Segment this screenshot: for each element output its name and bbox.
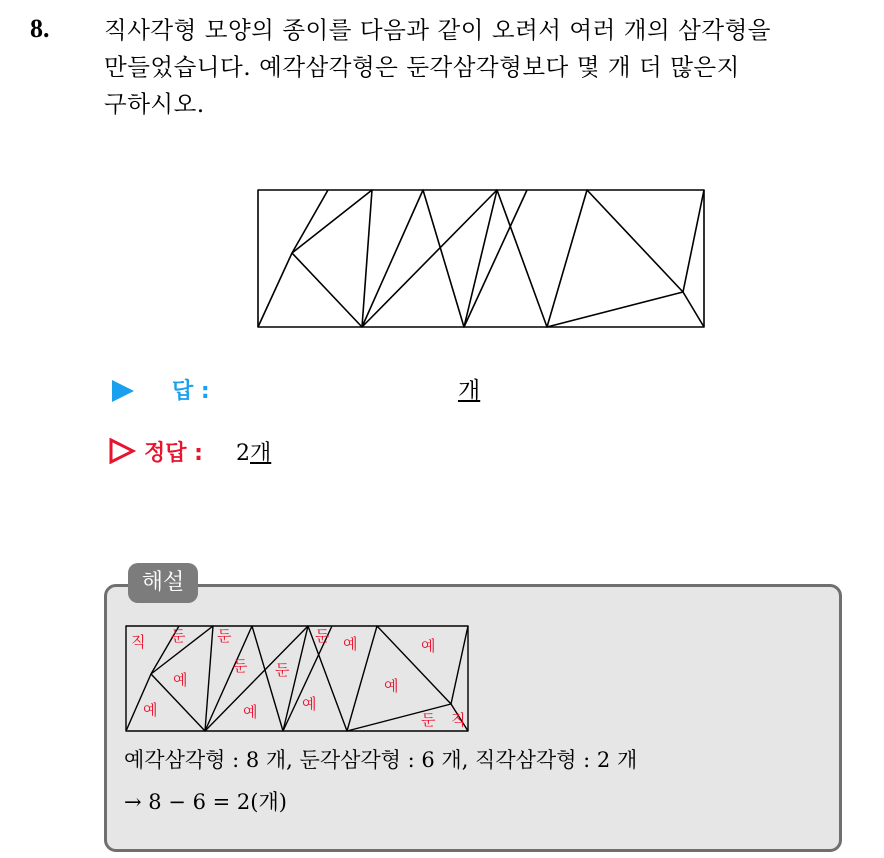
triangle-label: 둔	[315, 627, 330, 645]
triangle-label: 직	[451, 711, 466, 729]
triangle-label: 둔	[171, 627, 186, 645]
triangle-label: 예	[143, 701, 158, 719]
triangle-label: 예	[384, 677, 399, 695]
outline-triangle-icon	[108, 438, 136, 464]
triangle-label: 둔	[421, 711, 436, 729]
triangle-label: 둔	[275, 661, 290, 679]
play-triangle-icon	[112, 380, 134, 402]
explanation-figure	[125, 625, 471, 733]
question-number: 8.	[30, 14, 50, 43]
question-text	[104, 12, 874, 123]
triangle-label: 예	[173, 671, 188, 689]
correct-answer-unit: 개	[250, 441, 272, 466]
triangle-label: 예	[343, 635, 358, 653]
triangle-label: 예	[421, 637, 436, 655]
triangle-label: 직	[131, 633, 146, 651]
answer-unit: 개	[458, 378, 481, 404]
correct-answer-value	[236, 436, 271, 467]
triangle-cut-figure	[257, 188, 707, 330]
triangle-label: 둔	[233, 657, 248, 675]
triangle-label: 예	[243, 703, 258, 721]
triangle-label: 둔	[217, 627, 232, 645]
answer-row	[108, 372, 508, 412]
triangle-label: 예	[302, 695, 317, 713]
correct-answer-number: 2	[236, 441, 250, 466]
answer-label: 답 :	[172, 379, 210, 404]
question-line-3: 구하시오.	[104, 90, 205, 118]
explanation-line-1: 예각삼각형 : 8 개, 둔각삼각형 : 6 개, 직각삼각형 : 2 개	[124, 748, 638, 772]
explanation-line-2: → 8 − 6 = 2(개)	[124, 790, 287, 814]
explanation-tag: 해설	[128, 563, 198, 603]
question-line-2: 만들었습니다. 예각삼각형은 둔각삼각형보다 몇 개 더 많은지	[104, 53, 740, 81]
correct-answer-label: 정답 :	[144, 441, 203, 466]
correct-answer-row	[108, 434, 508, 474]
question-line-1: 직사각형 모양의 종이를 다음과 같이 오려서 여러 개의 삼각형을	[104, 16, 771, 44]
